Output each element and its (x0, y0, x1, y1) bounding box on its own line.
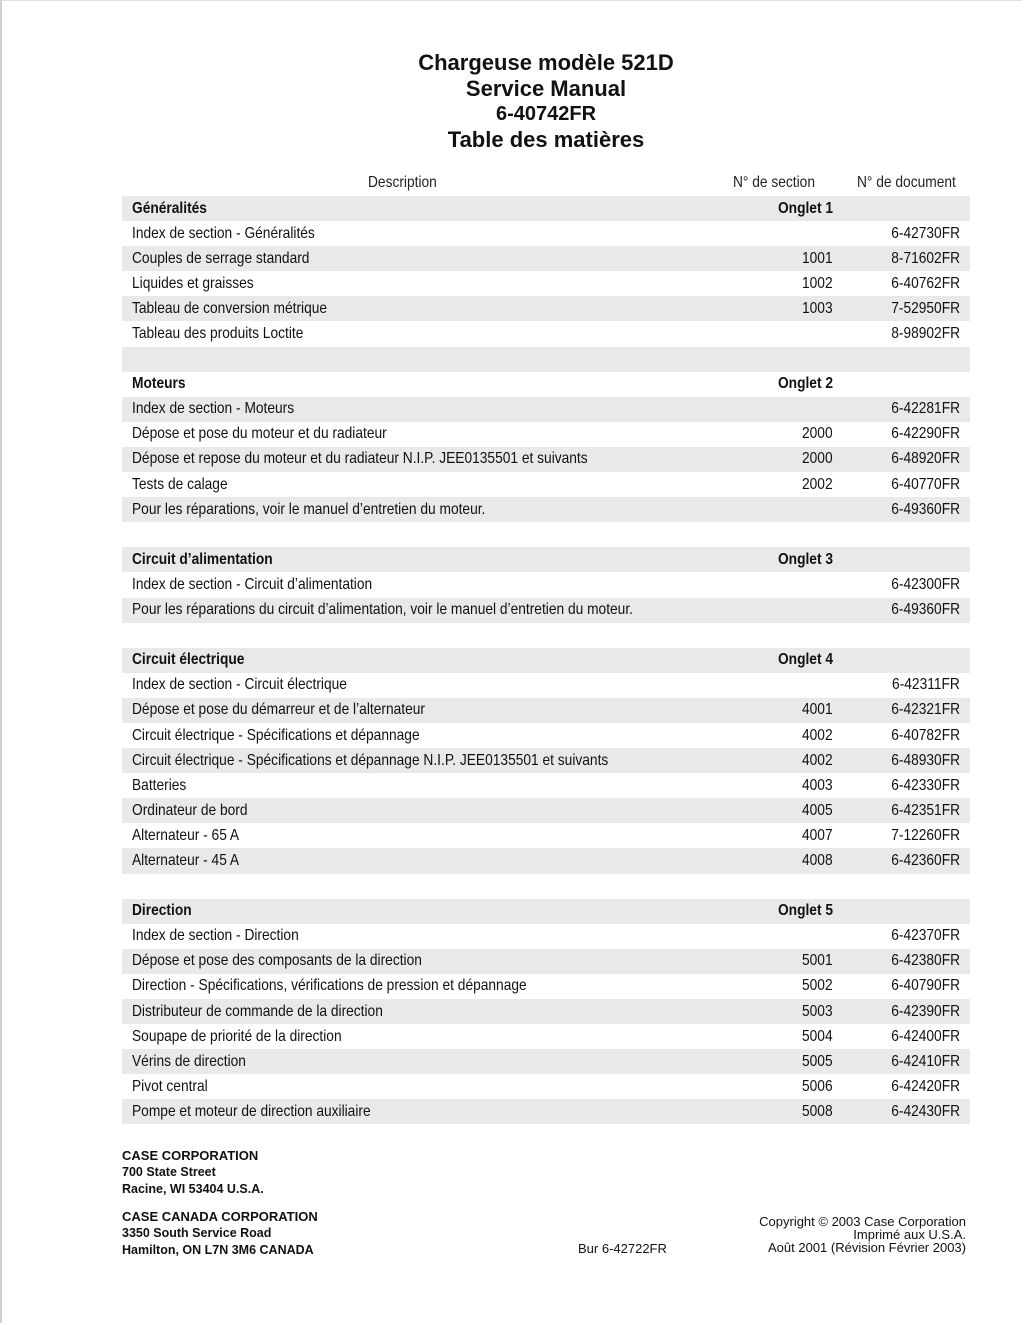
row-section-number: 2000 (802, 450, 834, 468)
table-row (122, 472, 970, 497)
row-document-number: 6-42420FR (891, 1077, 960, 1095)
row-section-number-cell (715, 472, 834, 497)
row-document-number-cell (833, 949, 970, 974)
row-section-number: 4003 (802, 776, 834, 794)
row-description-cell (122, 347, 715, 372)
row-document-number: 6-42351FR (891, 801, 960, 819)
row-document-number-cell (833, 372, 970, 397)
row-description: Généralités (132, 199, 207, 217)
table-row (122, 698, 970, 723)
row-document-number-cell (833, 447, 970, 472)
row-description: Direction - Spécifications, vérifications de pression et dépannage (132, 977, 527, 995)
row-section-number: 4005 (802, 801, 834, 819)
row-description-cell (122, 723, 715, 748)
row-description-cell (122, 246, 715, 271)
row-section-number-cell (715, 522, 834, 547)
row-description-cell (122, 974, 715, 999)
table-row (122, 422, 970, 447)
row-description: Index de section - Circuit électrique (132, 676, 347, 694)
row-section-number-cell (715, 874, 834, 899)
row-document-number-cell (833, 296, 970, 321)
spacer-row (122, 347, 970, 372)
row-description: Couples de serrage standard (132, 249, 310, 267)
row-description-cell (122, 1074, 715, 1099)
bur-number: Bur 6-42722FR (578, 1241, 667, 1256)
table-row (122, 999, 970, 1024)
row-document-number-cell (833, 246, 970, 271)
row-document-number-cell (833, 1099, 970, 1124)
row-document-number: 6-48930FR (891, 751, 960, 769)
section-header-row (122, 547, 970, 572)
row-section-number-cell (715, 1099, 834, 1124)
row-document-number: 6-42360FR (891, 851, 960, 869)
row-description-cell (122, 321, 715, 346)
row-document-number: 7-12260FR (891, 826, 960, 844)
row-description-cell (122, 397, 715, 422)
row-document-number-cell (833, 547, 970, 572)
row-section-number: 5008 (802, 1102, 834, 1120)
row-document-number: 6-42410FR (891, 1052, 960, 1070)
row-description-cell (122, 1099, 715, 1124)
row-document-number: 6-42430FR (891, 1102, 960, 1120)
row-document-number-cell (833, 271, 970, 296)
row-description-cell (122, 623, 715, 648)
row-description: Batteries (132, 776, 187, 794)
row-description: Pour les réparations du circuit d’alimentation, voir le manuel d’entretien du moteur. (132, 601, 633, 619)
company-street: 3350 South Service Road (122, 1226, 272, 1240)
table-row (122, 748, 970, 773)
row-section-number-cell (715, 246, 834, 271)
printed-in: Imprimé aux U.S.A. (853, 1227, 966, 1242)
company-name: CASE CORPORATION (122, 1148, 259, 1163)
row-section-number-cell (715, 648, 834, 673)
row-description-cell (122, 572, 715, 597)
row-section-number-cell (715, 698, 834, 723)
row-section-number-cell (715, 347, 834, 372)
row-description-cell (122, 296, 715, 321)
row-document-number-cell (833, 598, 970, 623)
row-document-number-cell (833, 422, 970, 447)
row-description-cell (122, 999, 715, 1024)
copyright-block (759, 1215, 966, 1254)
row-section-number-cell (715, 598, 834, 623)
row-section-number-cell (715, 673, 834, 698)
row-description-cell (122, 949, 715, 974)
section-header-row (122, 372, 970, 397)
row-document-number-cell (833, 1074, 970, 1099)
row-section-number-cell (715, 221, 834, 246)
section-header-row (122, 899, 970, 924)
row-description: Alternateur - 65 A (132, 826, 240, 844)
table-row (122, 974, 970, 999)
row-description: Dépose et pose des composants de la direction (132, 952, 422, 970)
row-document-number-cell (833, 723, 970, 748)
row-document-number-cell (833, 1024, 970, 1049)
row-document-number-cell (833, 196, 970, 221)
spacer-row (122, 522, 970, 547)
table-row (122, 1024, 970, 1049)
row-section-number-cell (715, 823, 834, 848)
address-case-corporation (122, 1147, 264, 1198)
company-name: CASE CANADA CORPORATION (122, 1209, 318, 1224)
row-description: Dépose et pose du moteur et du radiateur (132, 425, 387, 443)
toc-title: Table des matières (447, 127, 645, 152)
row-description: Index de section - Généralités (132, 224, 315, 242)
row-description-cell (122, 648, 715, 673)
row-section-number-cell (715, 748, 834, 773)
row-section-number: 4001 (802, 701, 834, 719)
copyright: Copyright © 2003 Case Corporation (759, 1214, 966, 1229)
row-document-number-cell (833, 347, 970, 372)
row-section-number-cell (715, 422, 834, 447)
row-document-number-cell (833, 899, 970, 924)
row-section-number-cell (715, 798, 834, 823)
row-section-number: Onglet 2 (777, 375, 834, 393)
row-description: Vérins de direction (132, 1052, 246, 1070)
row-section-number-cell (715, 723, 834, 748)
row-description: Index de section - Circuit d’alimentation (132, 575, 373, 593)
row-document-number-cell (833, 773, 970, 798)
row-description: Circuit électrique - Spécifications et dépannage (132, 726, 420, 744)
table-row (122, 296, 970, 321)
row-document-number-cell (833, 974, 970, 999)
row-description-cell (122, 547, 715, 572)
row-section-number-cell (715, 296, 834, 321)
row-description-cell (122, 372, 715, 397)
row-document-number: 8-98902FR (891, 325, 960, 343)
row-section-number-cell (715, 321, 834, 346)
row-section-number-cell (715, 899, 834, 924)
row-description: Alternateur - 45 A (132, 851, 240, 869)
spacer-row (122, 874, 970, 899)
row-description: Circuit électrique (132, 651, 245, 669)
table-row (122, 271, 970, 296)
table-row (122, 1049, 970, 1074)
row-document-number-cell (833, 648, 970, 673)
row-section-number: Onglet 3 (777, 550, 834, 568)
table-row (122, 221, 970, 246)
row-description: Tests de calage (132, 475, 228, 493)
row-section-number: 5005 (802, 1052, 834, 1070)
row-section-number: 4002 (802, 751, 834, 769)
row-description-cell (122, 271, 715, 296)
row-document-number: 6-42400FR (891, 1027, 960, 1045)
row-description-cell (122, 422, 715, 447)
row-description: Soupape de priorité de la direction (132, 1027, 342, 1045)
row-document-number-cell (833, 221, 970, 246)
row-document-number-cell (833, 623, 970, 648)
row-document-number-cell (833, 522, 970, 547)
row-document-number-cell (833, 874, 970, 899)
spacer-row (122, 623, 970, 648)
row-description: Dépose et pose du démarreur et de l’alternateur (132, 701, 425, 719)
row-description: Moteurs (132, 375, 186, 393)
company-city: Racine, WI 53404 U.S.A. (122, 1182, 264, 1196)
row-document-number-cell (833, 397, 970, 422)
row-document-number: 6-42730FR (891, 224, 960, 242)
row-description-cell (122, 673, 715, 698)
row-document-number-cell (833, 673, 970, 698)
row-description: Distributeur de commande de la direction (132, 1002, 383, 1020)
row-document-number: 6-42311FR (892, 676, 960, 694)
row-document-number: 6-40762FR (891, 274, 960, 292)
revision-date: Août 2001 (Révision Février 2003) (768, 1240, 966, 1255)
row-document-number-cell (833, 924, 970, 949)
table-row (122, 773, 970, 798)
row-description-cell (122, 472, 715, 497)
row-description-cell (122, 598, 715, 623)
row-description-cell (122, 798, 715, 823)
row-section-number: 1001 (802, 249, 834, 267)
row-document-number-cell (833, 1049, 970, 1074)
row-document-number: 6-42370FR (891, 927, 960, 945)
row-section-number: Onglet 5 (777, 902, 834, 920)
row-description: Direction (132, 902, 192, 920)
row-description: Liquides et graisses (132, 274, 254, 292)
table-row (122, 673, 970, 698)
row-section-number: 1002 (802, 274, 834, 292)
column-header-description: Description (368, 174, 437, 191)
row-section-number-cell (715, 271, 834, 296)
table-row (122, 1074, 970, 1099)
row-section-number-cell (715, 848, 834, 873)
row-document-number-cell (833, 321, 970, 346)
row-section-number: 2002 (802, 475, 834, 493)
row-section-number-cell (715, 924, 834, 949)
row-description: Circuit électrique - Spécifications et dépannage N.I.P. JEE0135501 et suivants (132, 751, 609, 769)
row-section-number-cell (715, 397, 834, 422)
table-row (122, 246, 970, 271)
address-case-canada (122, 1208, 318, 1259)
row-description-cell (122, 874, 715, 899)
row-description-cell (122, 1049, 715, 1074)
row-section-number: Onglet 1 (777, 199, 834, 217)
row-document-number: 7-52950FR (891, 299, 960, 317)
row-document-number-cell (833, 748, 970, 773)
row-section-number-cell (715, 974, 834, 999)
section-header-row (122, 648, 970, 673)
row-document-number: 6-42330FR (891, 776, 960, 794)
row-description-cell (122, 196, 715, 221)
row-section-number: 5006 (802, 1077, 834, 1095)
row-section-number-cell (715, 572, 834, 597)
row-description-cell (122, 1024, 715, 1049)
table-row (122, 572, 970, 597)
row-section-number: 4008 (802, 851, 834, 869)
row-section-number-cell (715, 1049, 834, 1074)
row-description-cell (122, 698, 715, 723)
row-description: Tableau des produits Loctite (132, 325, 304, 343)
row-description: Pompe et moteur de direction auxiliaire (132, 1102, 371, 1120)
row-section-number: 5004 (802, 1027, 834, 1045)
row-section-number: 4007 (802, 826, 834, 844)
row-description: Pour les réparations, voir le manuel d’entretien du moteur. (132, 500, 486, 518)
row-document-number: 8-71602FR (891, 249, 960, 267)
row-description-cell (122, 773, 715, 798)
table-row (122, 848, 970, 873)
company-city: Hamilton, ON L7N 3M6 CANADA (122, 1243, 314, 1257)
table-row (122, 598, 970, 623)
company-street: 700 State Street (122, 1165, 216, 1179)
row-document-number: 6-42390FR (891, 1002, 960, 1020)
table-row (122, 397, 970, 422)
table-row (122, 1099, 970, 1124)
row-document-number: 6-40770FR (891, 475, 960, 493)
row-document-number: 6-42300FR (891, 575, 960, 593)
row-section-number-cell (715, 372, 834, 397)
row-section-number-cell (715, 999, 834, 1024)
row-section-number-cell (715, 1074, 834, 1099)
row-section-number-cell (715, 949, 834, 974)
row-document-number: 6-40790FR (891, 977, 960, 995)
row-document-number-cell (833, 572, 970, 597)
row-document-number-cell (833, 848, 970, 873)
row-section-number-cell (715, 547, 834, 572)
row-description-cell (122, 522, 715, 547)
row-section-number-cell (715, 623, 834, 648)
row-document-number: 6-42380FR (891, 952, 960, 970)
row-section-number-cell (715, 447, 834, 472)
row-document-number: 6-40782FR (891, 726, 960, 744)
row-section-number: Onglet 4 (777, 651, 834, 669)
row-section-number-cell (715, 497, 834, 522)
row-description: Dépose et repose du moteur et du radiateur N.I.P. JEE0135501 et suivants (132, 450, 588, 468)
row-description-cell (122, 221, 715, 246)
table-row (122, 798, 970, 823)
row-description-cell (122, 447, 715, 472)
row-section-number: 5003 (802, 1002, 834, 1020)
row-description: Ordinateur de bord (132, 801, 248, 819)
row-description: Pivot central (132, 1077, 208, 1095)
table-row (122, 924, 970, 949)
document-header (0, 50, 1024, 153)
row-description-cell (122, 748, 715, 773)
page-title: Chargeuse modèle 521D (418, 50, 674, 75)
row-description: Index de section - Moteurs (132, 400, 295, 418)
row-description-cell (122, 497, 715, 522)
manual-type: Service Manual (465, 76, 627, 101)
table-row (122, 321, 970, 346)
row-document-number-cell (833, 823, 970, 848)
row-document-number-cell (833, 798, 970, 823)
row-section-number: 5002 (802, 977, 834, 995)
row-document-number: 6-48920FR (891, 450, 960, 468)
row-document-number-cell (833, 497, 970, 522)
row-section-number: 4002 (802, 726, 834, 744)
section-header-row (122, 196, 970, 221)
table-row (122, 447, 970, 472)
row-section-number-cell (715, 773, 834, 798)
row-document-number: 6-42281FR (891, 400, 960, 418)
row-description-cell (122, 924, 715, 949)
toc-table (122, 196, 970, 1124)
row-section-number-cell (715, 1024, 834, 1049)
row-section-number-cell (715, 196, 834, 221)
table-row (122, 823, 970, 848)
row-description-cell (122, 899, 715, 924)
row-document-number-cell (833, 472, 970, 497)
table-row (122, 949, 970, 974)
column-header-document: N° de document (857, 174, 956, 191)
row-document-number: 6-49360FR (891, 500, 960, 518)
row-document-number-cell (833, 698, 970, 723)
row-description-cell (122, 823, 715, 848)
row-description-cell (122, 848, 715, 873)
table-row (122, 497, 970, 522)
row-document-number: 6-49360FR (891, 601, 960, 619)
row-section-number: 2000 (802, 425, 834, 443)
row-document-number: 6-42290FR (891, 425, 960, 443)
row-description: Circuit d’alimentation (132, 550, 273, 568)
row-document-number-cell (833, 999, 970, 1024)
row-section-number: 1003 (802, 299, 834, 317)
column-header-section: N° de section (733, 174, 815, 191)
table-row (122, 723, 970, 748)
doc-number: 6-40742FR (495, 103, 597, 125)
row-section-number: 5001 (802, 952, 834, 970)
row-description: Tableau de conversion métrique (132, 299, 328, 317)
row-description: Index de section - Direction (132, 927, 299, 945)
row-document-number: 6-42321FR (891, 701, 960, 719)
